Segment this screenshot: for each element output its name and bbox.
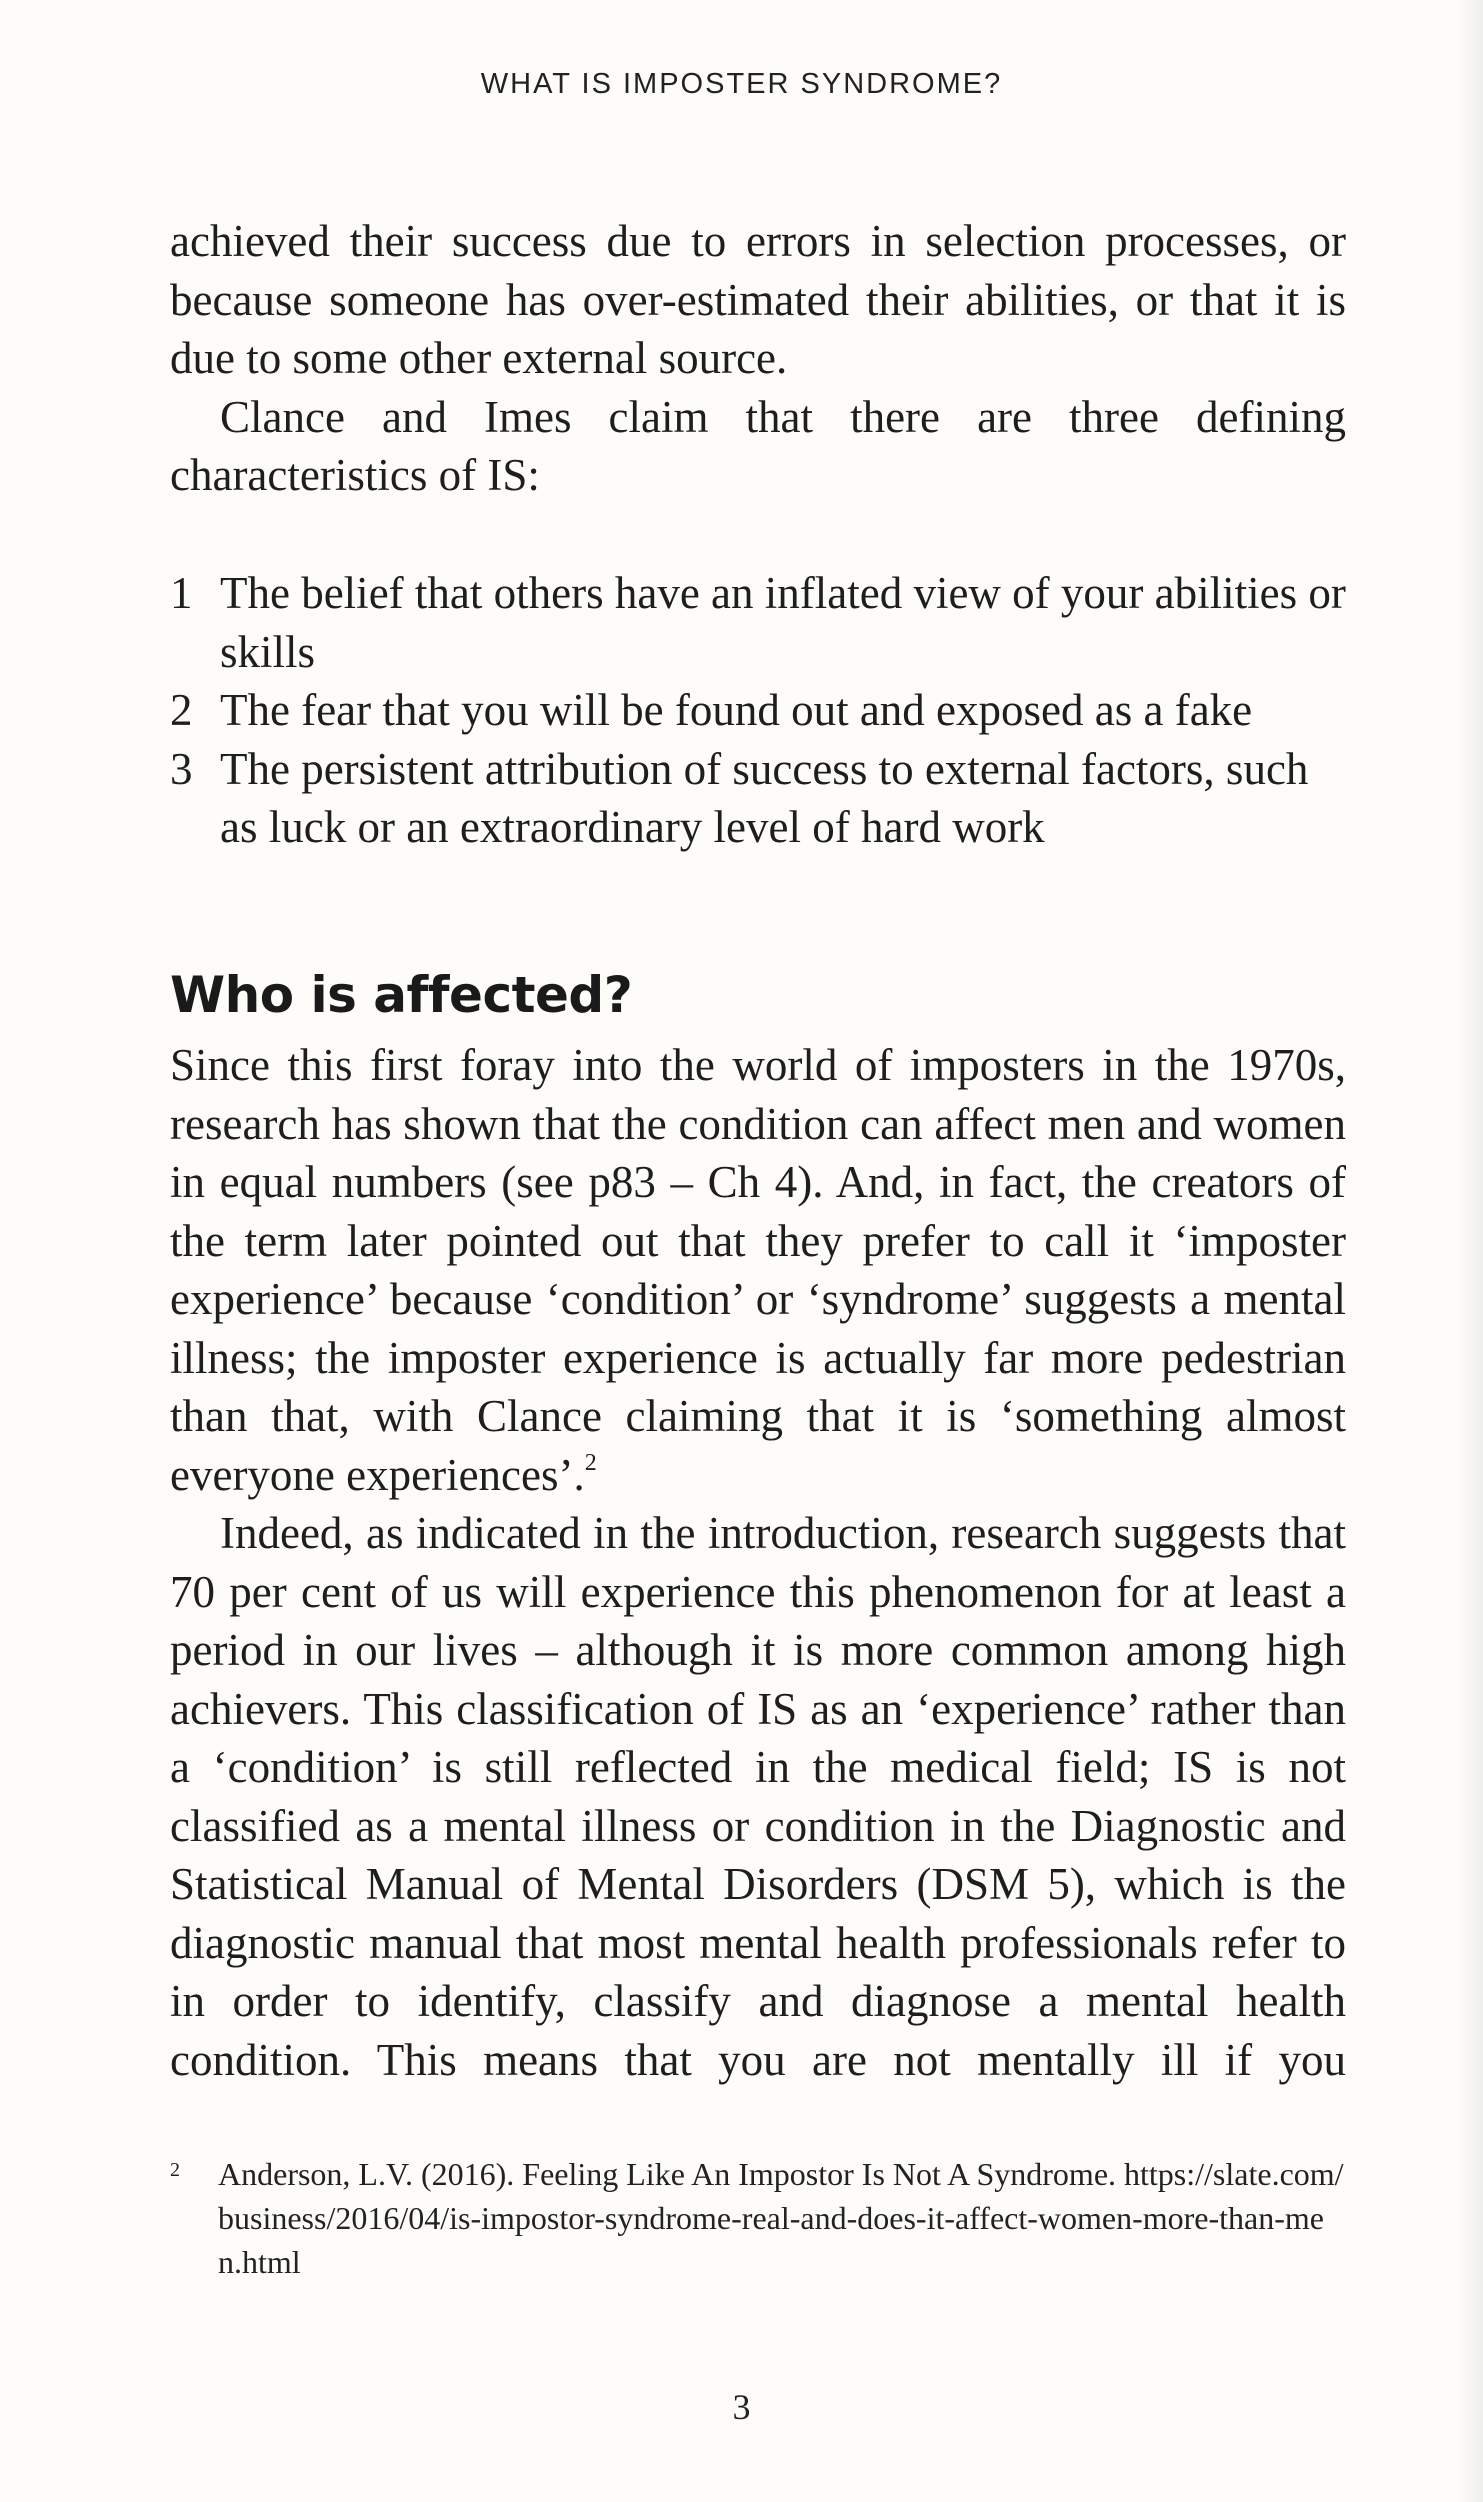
list-item — [170, 740, 1346, 857]
footnote-mark: 2 — [170, 2159, 180, 2181]
running-head: WHAT IS IMPOSTER SYNDROME? — [480, 68, 1003, 100]
paragraph-continuation: achieved their success due to errors in selection processes, or because someone has over-estimated their abilities, or that it is due to some other external source. — [170, 216, 1346, 383]
intro-text-block — [170, 212, 1346, 505]
list-item-number: 1 — [170, 568, 193, 618]
paragraph-who-is-affected — [170, 1036, 1346, 1504]
section-text-block — [170, 1036, 1346, 2089]
list-item-text: The fear that you will be found out and exposed as a fake — [220, 685, 1253, 735]
page-number: 3 — [732, 2387, 751, 2427]
section-heading: Who is affected? — [170, 966, 633, 1024]
characteristics-list — [170, 564, 1346, 857]
list-item-text: The belief that others have an inflated view of your abilities or skills — [220, 568, 1346, 677]
footnote-reference: 2 — [584, 1449, 597, 1476]
list-item-text: The persistent attribution of success to external factors, such as luck or an extraordinary level of hard work — [220, 743, 1309, 852]
list-item — [170, 681, 1346, 740]
list-item-number: 3 — [170, 743, 193, 794]
list-item-number: 2 — [170, 685, 193, 735]
paragraph-defining-characteristics: Clance and Imes claim that there are three defining characteristics of IS: — [170, 391, 1346, 500]
page-edge-shadow — [1455, 0, 1483, 2502]
footnote — [170, 2152, 1346, 2284]
list-item — [170, 564, 1346, 681]
footnote-text: Anderson, L.V. (2016). Feeling Like An Impostor Is Not A Syndrome. https://slate.com/business/2016/04/is-impostor-syndrome-real-and-does-it-affect-women-more-than-men.html — [218, 2156, 1344, 2280]
paragraph-indeed: Indeed, as indicated in the introduction, research suggests that 70 per cent of us will experience this phenomenon for at least a period in our lives – although it is more common among high achievers. This classification of IS as an ‘experience’ rather than a ‘condition’ is still reflected in the medical field; IS is not classified as a mental illness or condition in the Diagnostic and Statistical Manual of Mental Disorders (DSM 5), which is the diagnostic manual that most mental health professionals refer to in order to identify, classify and diagnose a mental health condition. This means that you are not mentally ill if you — [170, 1508, 1346, 2085]
paragraph-text: Since this first foray into the world of imposters in the 1970s, research has shown that the condition can affect men and women in equal numbers (see p83 – Ch 4). And, in fact, the creators of the term later pointed out that they prefer to call it ‘imposter experience’ because ‘condition’ or ‘syndrome’ suggests a mental illness; the imposter experience is actually far more pedestrian than that, with Clance claiming that it is ‘something almost everyone experiences’. — [170, 1040, 1346, 1500]
